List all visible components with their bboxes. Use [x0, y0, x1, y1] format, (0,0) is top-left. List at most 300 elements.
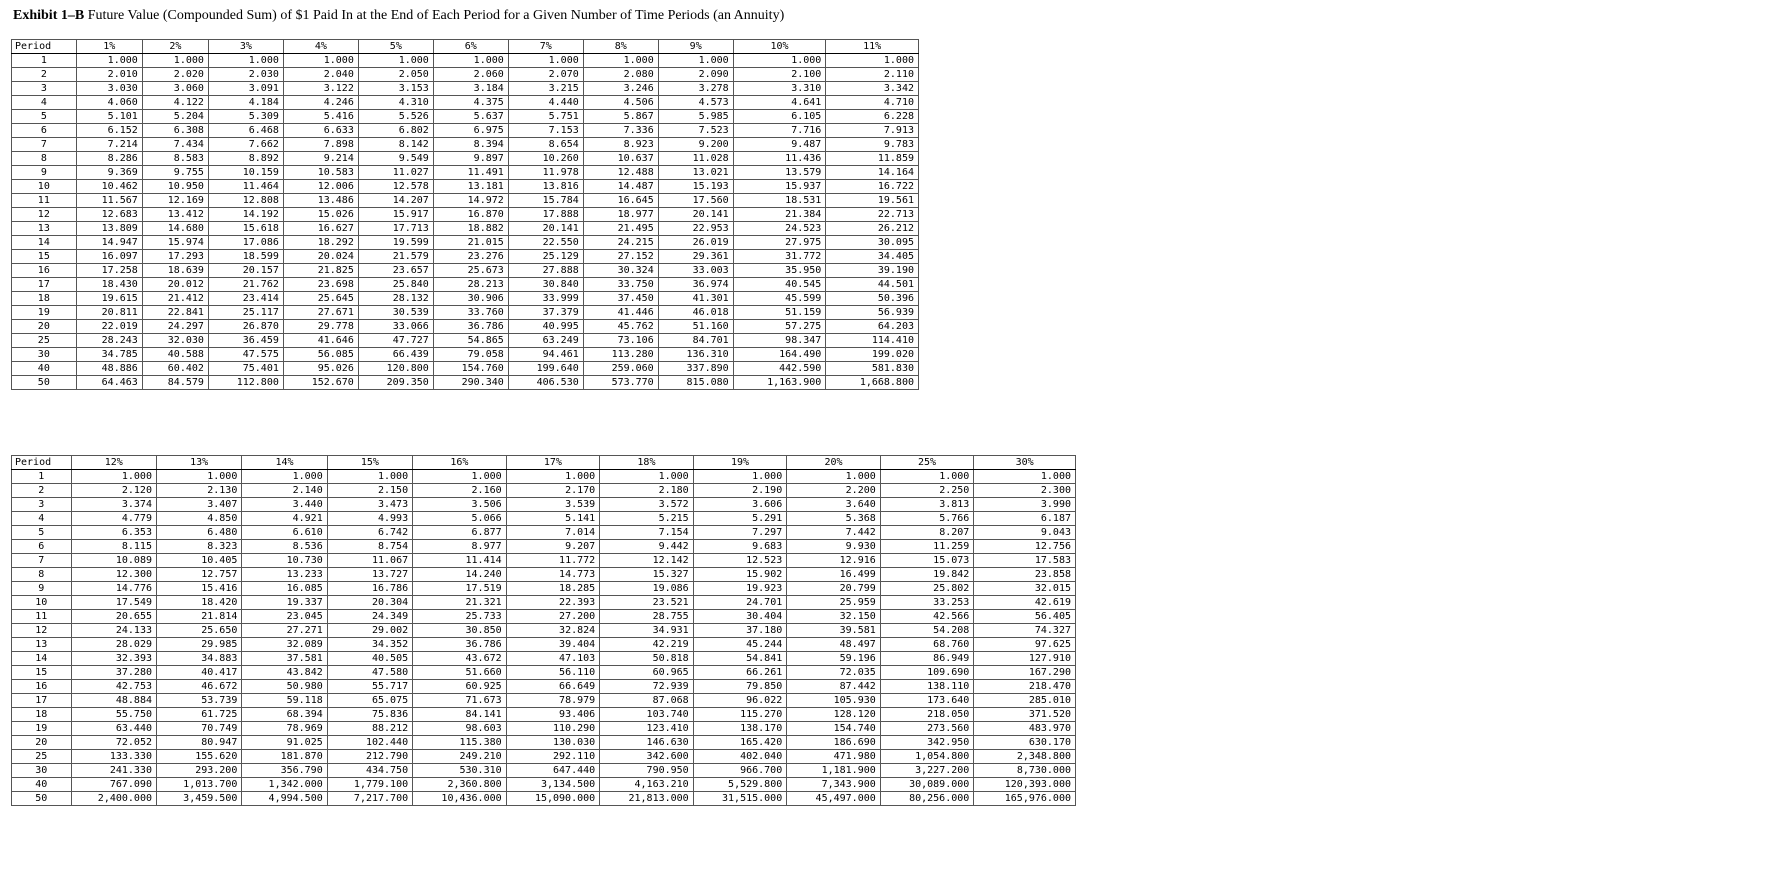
value-cell: 54.865 [433, 334, 508, 348]
value-cell: 8.654 [508, 138, 583, 152]
value-cell: 45.599 [733, 292, 826, 306]
value-cell: 8.142 [358, 138, 433, 152]
value-cell: 22.841 [142, 306, 208, 320]
value-cell: 1.000 [76, 54, 142, 68]
value-cell: 32.150 [787, 610, 881, 624]
rate-column-header: 1% [76, 40, 142, 54]
value-cell: 6.633 [283, 124, 358, 138]
value-cell: 406.530 [508, 376, 583, 390]
value-cell: 15.902 [693, 568, 787, 582]
value-cell: 1.000 [71, 470, 156, 484]
value-cell: 9.755 [142, 166, 208, 180]
table-row [12, 722, 1076, 736]
value-cell: 78.979 [506, 694, 600, 708]
value-cell: 3.539 [506, 498, 600, 512]
value-cell: 50.818 [600, 652, 694, 666]
value-cell: 16.722 [826, 180, 919, 194]
period-cell: 20 [12, 736, 72, 750]
value-cell: 2.150 [327, 484, 412, 498]
value-cell: 4.779 [71, 512, 156, 526]
value-cell: 18.599 [208, 250, 283, 264]
value-cell: 21.825 [283, 264, 358, 278]
value-cell: 30.906 [433, 292, 508, 306]
value-cell: 27.152 [583, 250, 658, 264]
annuity-table-12-to-30-percent [11, 455, 1076, 806]
value-cell: 136.310 [658, 348, 733, 362]
value-cell: 1,054.800 [880, 750, 974, 764]
rate-column-header: 12% [71, 456, 156, 470]
value-cell: 4.573 [658, 96, 733, 110]
value-cell: 1.000 [826, 54, 919, 68]
value-cell: 10.583 [283, 166, 358, 180]
value-cell: 4.641 [733, 96, 826, 110]
period-cell: 16 [12, 680, 72, 694]
value-cell: 16.097 [76, 250, 142, 264]
value-cell: 56.405 [974, 610, 1076, 624]
value-cell: 32.015 [974, 582, 1076, 596]
table-row [12, 498, 1076, 512]
value-cell: 23.414 [208, 292, 283, 306]
table-row [12, 694, 1076, 708]
value-cell: 293.200 [156, 764, 241, 778]
value-cell: 33.760 [433, 306, 508, 320]
table-row [12, 180, 919, 194]
value-cell: 5.766 [880, 512, 974, 526]
value-cell: 22.393 [506, 596, 600, 610]
value-cell: 30.095 [826, 236, 919, 250]
value-cell: 767.090 [71, 778, 156, 792]
table-row [12, 582, 1076, 596]
value-cell: 60.965 [600, 666, 694, 680]
value-cell: 5.291 [693, 512, 787, 526]
exhibit-title [13, 8, 784, 24]
value-cell: 7.336 [583, 124, 658, 138]
value-cell: 80,256.000 [880, 792, 974, 806]
value-cell: 181.870 [242, 750, 327, 764]
period-cell: 9 [12, 166, 77, 180]
value-cell: 64.463 [76, 376, 142, 390]
value-cell: 24.215 [583, 236, 658, 250]
value-cell: 60.925 [413, 680, 507, 694]
value-cell: 70.749 [156, 722, 241, 736]
value-cell: 23.276 [433, 250, 508, 264]
value-cell: 98.347 [733, 334, 826, 348]
value-cell: 1.000 [733, 54, 826, 68]
value-cell: 113.280 [583, 348, 658, 362]
period-cell: 8 [12, 152, 77, 166]
value-cell: 37.180 [693, 624, 787, 638]
value-cell: 95.026 [283, 362, 358, 376]
value-cell: 5.204 [142, 110, 208, 124]
value-cell: 3.572 [600, 498, 694, 512]
value-cell: 14.680 [142, 222, 208, 236]
table-row [12, 596, 1076, 610]
period-cell: 16 [12, 264, 77, 278]
value-cell: 53.739 [156, 694, 241, 708]
value-cell: 66.439 [358, 348, 433, 362]
period-cell: 10 [12, 596, 72, 610]
value-cell: 11.259 [880, 540, 974, 554]
value-cell: 3.342 [826, 82, 919, 96]
value-cell: 17.086 [208, 236, 283, 250]
value-cell: 33.253 [880, 596, 974, 610]
value-cell: 17.519 [413, 582, 507, 596]
value-cell: 23.521 [600, 596, 694, 610]
table-row [12, 54, 919, 68]
value-cell: 342.950 [880, 736, 974, 750]
value-cell: 25.117 [208, 306, 283, 320]
value-cell: 45.762 [583, 320, 658, 334]
value-cell: 16.627 [283, 222, 358, 236]
table-row [12, 526, 1076, 540]
value-cell: 55.750 [71, 708, 156, 722]
table-row [12, 610, 1076, 624]
period-cell: 19 [12, 722, 72, 736]
value-cell: 20.141 [508, 222, 583, 236]
value-cell: 68.760 [880, 638, 974, 652]
value-cell: 56.110 [506, 666, 600, 680]
rate-column-header: 30% [974, 456, 1076, 470]
period-cell: 18 [12, 708, 72, 722]
value-cell: 37.581 [242, 652, 327, 666]
value-cell: 7.297 [693, 526, 787, 540]
value-cell: 31.772 [733, 250, 826, 264]
value-cell: 30,089.000 [880, 778, 974, 792]
value-cell: 21.384 [733, 208, 826, 222]
value-cell: 12.169 [142, 194, 208, 208]
value-cell: 27.975 [733, 236, 826, 250]
value-cell: 3.640 [787, 498, 881, 512]
value-cell: 2.020 [142, 68, 208, 82]
value-cell: 10.260 [508, 152, 583, 166]
value-cell: 42.619 [974, 596, 1076, 610]
value-cell: 47.103 [506, 652, 600, 666]
table-row [12, 96, 919, 110]
value-cell: 55.717 [327, 680, 412, 694]
value-cell: 24.349 [327, 610, 412, 624]
value-cell: 4.850 [156, 512, 241, 526]
value-cell: 72.035 [787, 666, 881, 680]
rate-column-header: 14% [242, 456, 327, 470]
value-cell: 4.310 [358, 96, 433, 110]
value-cell: 39.190 [826, 264, 919, 278]
value-cell: 1,342.000 [242, 778, 327, 792]
value-cell: 11.491 [433, 166, 508, 180]
period-cell: 25 [12, 334, 77, 348]
period-cell: 9 [12, 582, 72, 596]
value-cell: 26.019 [658, 236, 733, 250]
period-cell: 5 [12, 526, 72, 540]
value-cell: 56.085 [283, 348, 358, 362]
value-cell: 11.027 [358, 166, 433, 180]
table-row [12, 540, 1076, 554]
value-cell: 11.436 [733, 152, 826, 166]
value-cell: 74.327 [974, 624, 1076, 638]
value-cell: 13.816 [508, 180, 583, 194]
value-cell: 4.710 [826, 96, 919, 110]
value-cell: 1,779.100 [327, 778, 412, 792]
value-cell: 34.405 [826, 250, 919, 264]
value-cell: 36.459 [208, 334, 283, 348]
value-cell: 84.141 [413, 708, 507, 722]
value-cell: 218.470 [974, 680, 1076, 694]
value-cell: 8.923 [583, 138, 658, 152]
value-cell: 483.970 [974, 722, 1076, 736]
value-cell: 24.133 [71, 624, 156, 638]
value-cell: 2.300 [974, 484, 1076, 498]
value-cell: 46.672 [156, 680, 241, 694]
value-cell: 32.824 [506, 624, 600, 638]
value-cell: 3,227.200 [880, 764, 974, 778]
table-row [12, 666, 1076, 680]
value-cell: 23.045 [242, 610, 327, 624]
value-cell: 21.015 [433, 236, 508, 250]
rate-column-header: 17% [506, 456, 600, 470]
value-cell: 21.412 [142, 292, 208, 306]
value-cell: 25.959 [787, 596, 881, 610]
value-cell: 15.784 [508, 194, 583, 208]
value-cell: 259.060 [583, 362, 658, 376]
period-cell: 50 [12, 792, 72, 806]
value-cell: 815.080 [658, 376, 733, 390]
value-cell: 36.786 [433, 320, 508, 334]
table-body [12, 470, 1076, 806]
value-cell: 78.969 [242, 722, 327, 736]
value-cell: 21.495 [583, 222, 658, 236]
value-cell: 6.187 [974, 512, 1076, 526]
value-cell: 5.416 [283, 110, 358, 124]
rate-column-header: 4% [283, 40, 358, 54]
value-cell: 10,436.000 [413, 792, 507, 806]
value-cell: 22.019 [76, 320, 142, 334]
value-cell: 6.742 [327, 526, 412, 540]
value-cell: 3,134.500 [506, 778, 600, 792]
value-cell: 30.404 [693, 610, 787, 624]
table-row [12, 320, 919, 334]
period-column-header: Period [12, 40, 77, 54]
table-header-row [12, 40, 919, 54]
value-cell: 5.751 [508, 110, 583, 124]
value-cell: 290.340 [433, 376, 508, 390]
period-column-header: Period [12, 456, 72, 470]
value-cell: 337.890 [658, 362, 733, 376]
value-cell: 5.637 [433, 110, 508, 124]
value-cell: 29.778 [283, 320, 358, 334]
value-cell: 28.029 [71, 638, 156, 652]
value-cell: 10.462 [76, 180, 142, 194]
table-row [12, 82, 919, 96]
rate-column-header: 2% [142, 40, 208, 54]
rate-column-header: 16% [413, 456, 507, 470]
period-cell: 3 [12, 498, 72, 512]
value-cell: 26.870 [208, 320, 283, 334]
value-cell: 19.615 [76, 292, 142, 306]
period-cell: 13 [12, 222, 77, 236]
value-cell: 630.170 [974, 736, 1076, 750]
value-cell: 8.977 [413, 540, 507, 554]
table-row [12, 554, 1076, 568]
value-cell: 3.153 [358, 82, 433, 96]
value-cell: 28.132 [358, 292, 433, 306]
value-cell: 42.753 [71, 680, 156, 694]
period-cell: 20 [12, 320, 77, 334]
value-cell: 29.985 [156, 638, 241, 652]
value-cell: 20.141 [658, 208, 733, 222]
value-cell: 1.000 [508, 54, 583, 68]
value-cell: 164.490 [733, 348, 826, 362]
rate-column-header: 13% [156, 456, 241, 470]
value-cell: 3.813 [880, 498, 974, 512]
value-cell: 2.250 [880, 484, 974, 498]
period-cell: 17 [12, 694, 72, 708]
value-cell: 8.892 [208, 152, 283, 166]
value-cell: 30.850 [413, 624, 507, 638]
table-row [12, 778, 1076, 792]
value-cell: 26.212 [826, 222, 919, 236]
value-cell: 14.487 [583, 180, 658, 194]
value-cell: 13.181 [433, 180, 508, 194]
rate-column-header: 9% [658, 40, 733, 54]
value-cell: 105.930 [787, 694, 881, 708]
table-row [12, 236, 919, 250]
value-cell: 10.730 [242, 554, 327, 568]
value-cell: 20.304 [327, 596, 412, 610]
value-cell: 14.192 [208, 208, 283, 222]
value-cell: 13.412 [142, 208, 208, 222]
period-cell: 17 [12, 278, 77, 292]
value-cell: 2.090 [658, 68, 733, 82]
value-cell: 28.213 [433, 278, 508, 292]
value-cell: 9.549 [358, 152, 433, 166]
value-cell: 84.701 [658, 334, 733, 348]
period-cell: 6 [12, 124, 77, 138]
value-cell: 64.203 [826, 320, 919, 334]
rate-column-header: 3% [208, 40, 283, 54]
rate-column-header: 18% [600, 456, 694, 470]
value-cell: 12.757 [156, 568, 241, 582]
value-cell: 47.575 [208, 348, 283, 362]
value-cell: 1.000 [787, 470, 881, 484]
value-cell: 16.870 [433, 208, 508, 222]
period-cell: 11 [12, 194, 77, 208]
value-cell: 10.405 [156, 554, 241, 568]
value-cell: 50.396 [826, 292, 919, 306]
value-cell: 6.802 [358, 124, 433, 138]
period-cell: 2 [12, 68, 77, 82]
value-cell: 14.207 [358, 194, 433, 208]
value-cell: 2.190 [693, 484, 787, 498]
value-cell: 14.947 [76, 236, 142, 250]
value-cell: 23.657 [358, 264, 433, 278]
value-cell: 1,013.700 [156, 778, 241, 792]
value-cell: 3.091 [208, 82, 283, 96]
table-row [12, 792, 1076, 806]
table-row [12, 376, 919, 390]
value-cell: 1,181.900 [787, 764, 881, 778]
value-cell: 31,515.000 [693, 792, 787, 806]
value-cell: 5.101 [76, 110, 142, 124]
value-cell: 12.006 [283, 180, 358, 194]
value-cell: 28.755 [600, 610, 694, 624]
table-row [12, 68, 919, 82]
value-cell: 7.716 [733, 124, 826, 138]
value-cell: 14.776 [71, 582, 156, 596]
table-row [12, 652, 1076, 666]
value-cell: 3.122 [283, 82, 358, 96]
period-cell: 3 [12, 82, 77, 96]
value-cell: 97.625 [974, 638, 1076, 652]
annuity-table-1-to-11-percent [11, 39, 919, 390]
value-cell: 6.152 [76, 124, 142, 138]
value-cell: 285.010 [974, 694, 1076, 708]
table-row [12, 208, 919, 222]
table-row [12, 292, 919, 306]
value-cell: 35.950 [733, 264, 826, 278]
period-cell: 30 [12, 764, 72, 778]
period-cell: 12 [12, 624, 72, 638]
value-cell: 292.110 [506, 750, 600, 764]
value-cell: 2.050 [358, 68, 433, 82]
value-cell: 10.637 [583, 152, 658, 166]
value-cell: 59.118 [242, 694, 327, 708]
value-cell: 2.060 [433, 68, 508, 82]
table-row [12, 568, 1076, 582]
value-cell: 2.160 [413, 484, 507, 498]
value-cell: 9.207 [506, 540, 600, 554]
period-cell: 25 [12, 750, 72, 764]
value-cell: 6.228 [826, 110, 919, 124]
value-cell: 21.321 [413, 596, 507, 610]
table-row [12, 334, 919, 348]
value-cell: 342.600 [600, 750, 694, 764]
value-cell: 112.800 [208, 376, 283, 390]
value-cell: 23.698 [283, 278, 358, 292]
rate-column-header: 15% [327, 456, 412, 470]
value-cell: 7.434 [142, 138, 208, 152]
table-row [12, 362, 919, 376]
value-cell: 442.590 [733, 362, 826, 376]
value-cell: 2,348.800 [974, 750, 1076, 764]
value-cell: 8.323 [156, 540, 241, 554]
table-header-row [12, 456, 1076, 470]
value-cell: 138.170 [693, 722, 787, 736]
value-cell: 3.374 [71, 498, 156, 512]
value-cell: 7.913 [826, 124, 919, 138]
period-cell: 30 [12, 348, 77, 362]
value-cell: 128.120 [787, 708, 881, 722]
value-cell: 48.886 [76, 362, 142, 376]
value-cell: 130.030 [506, 736, 600, 750]
value-cell: 18.292 [283, 236, 358, 250]
value-cell: 115.380 [413, 736, 507, 750]
value-cell: 2,400.000 [71, 792, 156, 806]
value-cell: 12.578 [358, 180, 433, 194]
value-cell: 209.350 [358, 376, 433, 390]
value-cell: 7.662 [208, 138, 283, 152]
value-cell: 154.740 [787, 722, 881, 736]
table-row [12, 138, 919, 152]
value-cell: 7.214 [76, 138, 142, 152]
period-cell: 7 [12, 554, 72, 568]
table-row [12, 166, 919, 180]
rate-column-header: 6% [433, 40, 508, 54]
value-cell: 37.450 [583, 292, 658, 306]
value-cell: 18.430 [76, 278, 142, 292]
rate-column-header: 7% [508, 40, 583, 54]
value-cell: 12.683 [76, 208, 142, 222]
value-cell: 20.655 [71, 610, 156, 624]
value-cell: 18.639 [142, 264, 208, 278]
